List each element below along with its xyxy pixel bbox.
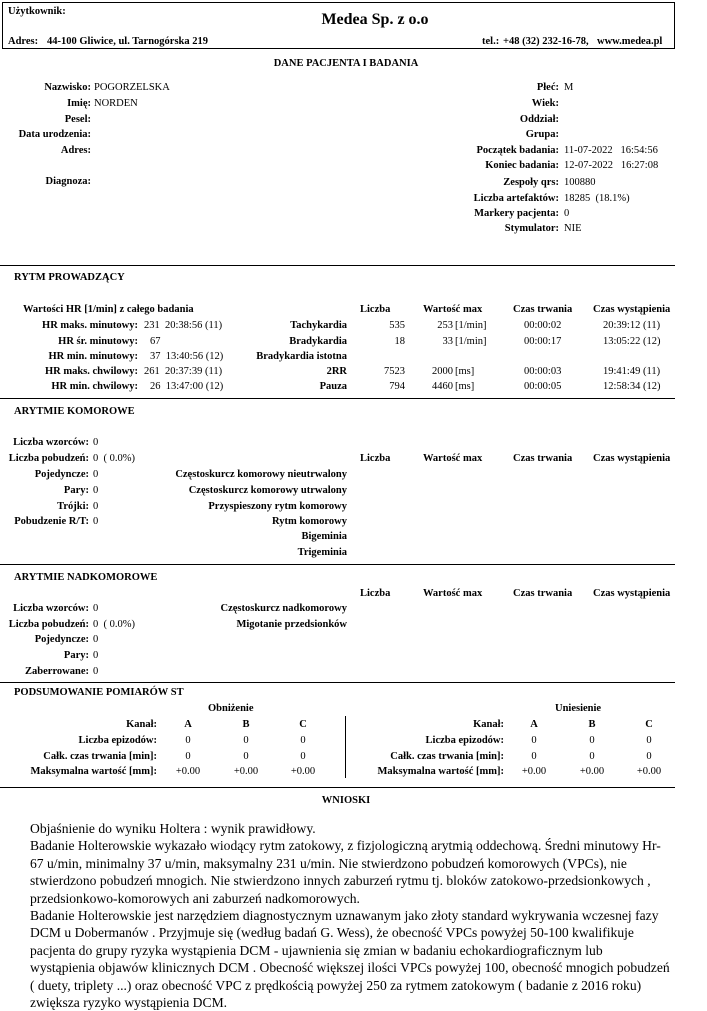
supra-label: Pojedyncze: [34,634,89,645]
supra-label: Pary: [63,650,89,661]
vent-label: Trójki: [57,501,89,512]
conclusions-text [30,820,670,1011]
study-value: 100880 [564,177,596,188]
st-channel: C [645,719,653,730]
hr-value: 26 13:47:00 (12) [150,381,224,392]
st-value: 0 [589,735,595,746]
st-channel: A [530,719,538,730]
st-row-label: Maksymalna wartość [mm]: [377,766,504,777]
vent-event: Bigeminia [301,531,347,542]
supra-value: 0 [93,650,99,661]
company-address: 44-100 Gliwice, ul. Tarnogórska 219 [47,36,209,47]
study-label: Stymulator: [504,223,559,234]
vent-event: Częstoskurcz komorowy utrwalony [188,485,347,496]
study-label: Koniec badania: [485,160,559,171]
ventricular-section-title: ARYTMIE KOMOROWE [14,406,135,417]
study-label: Grupa: [525,129,559,140]
divider [0,265,675,266]
patient-label: Nazwisko: [44,82,91,93]
st-channel: A [184,719,192,730]
col-occurrence: Czas wystąpienia [593,304,671,315]
study-label: Oddział: [519,114,559,125]
hr-value: 261 20:37:39 (11) [144,366,223,377]
st-row-label: Liczba epizodów: [78,735,157,746]
company-phone: +48 (32) 232-16-78, [503,36,589,47]
st-value: 0 [646,735,652,746]
hr-value: 37 13:40:56 (12) [150,351,224,362]
event-max: 253 [437,320,453,331]
divider [0,787,675,788]
patient-label: Adres: [60,145,91,156]
col-count: Liczba [360,304,391,315]
event-occurrence: 13:05:22 (12) [603,336,661,347]
event-duration: 00:00:03 [524,366,562,377]
event-max: 2000 [432,366,453,377]
st-row-label: Całk. czas trwania [min]: [390,751,504,762]
event-count: 7523 [384,366,405,377]
col-duration: Czas trwania [513,588,573,599]
vent-value: 0 [93,501,99,512]
hr-value: 67 [150,336,161,347]
patient-value: POGORZELSKA [94,82,170,93]
study-label: Liczba artefaktów: [473,193,559,204]
event-name: Bradykardia istotna [256,351,347,362]
hr-label: HR śr. minutowy: [58,336,138,347]
company-name: Medea Sp. z o.o [321,11,429,28]
supra-label: Liczba pobudzeń: [8,619,89,630]
event-count: 18 [394,336,405,347]
study-value: 0 [564,208,570,219]
st-value: 0 [185,751,191,762]
user-label: Użytkownik: [8,6,66,17]
st-channel: B [242,719,250,730]
supra-value: 0 [93,603,99,614]
hr-value: 231 20:38:56 (11) [144,320,223,331]
supra-value: 0 ( 0.0%) [93,619,135,630]
event-duration: 00:00:02 [524,320,562,331]
st-value: +0.00 [521,766,547,777]
st-row-label: Maksymalna wartość [mm]: [30,766,157,777]
hr-label: HR min. minutowy: [48,351,138,362]
supra-event: Migotanie przedsionków [236,619,347,630]
col-occurrence: Czas wystąpienia [593,588,671,599]
col-max: Wartość max [423,304,483,315]
event-occurrence: 20:39:12 (11) [603,320,661,331]
st-row-label: Całk. czas trwania [min]: [43,751,157,762]
supra-value: 0 [93,666,99,677]
col-duration: Czas trwania [513,453,573,464]
st-value: 0 [589,751,595,762]
st-value: +0.00 [579,766,605,777]
event-name: Bradykardia [289,336,347,347]
study-value: 12-07-2022 16:27:08 [564,160,659,171]
event-occurrence: 19:41:49 (11) [603,366,661,377]
patient-label: Imię: [67,98,91,109]
study-value: NIE [564,223,582,234]
study-label: Zespoły qrs: [503,177,559,188]
patient-label: Diagnoza: [45,176,91,187]
study-value: M [564,82,574,93]
col-occurrence: Czas wystąpienia [593,453,671,464]
hr-label: HR maks. chwilowy: [44,366,138,377]
supra-label: Zaberrowane: [25,666,89,677]
st-value: 0 [300,735,306,746]
event-duration: 00:00:17 [524,336,562,347]
conclusion-paragraph: Badanie Holterowskie jest narzędziem diagnostycznym uznawanym jako złoty standard wykrywania wczesnej fazy DCM u Dobermanów . Przyjmuje się (według badań G. Wess), że obecność VPCs powyżej 50-100 kwalifikuje pacjenta do grupy ryzyka wystąpienia DCM - ujawnienia się zmian w badaniu echokardiograficznym lub wystąpienia objawów klinicznych DCM . Obecność większej ilości VPCs powyżej 100, obecność mnogich pobudzeń ( duety, triplety ...) oraz obecność VPC z prędkością powyżej 250 za rytmem zatokowym ( badanie z 2016 roku) zwiększa ryzyko wystąpienia DCM. [30,908,670,1011]
vent-value: 0 ( 0.0%) [93,453,135,464]
col-max: Wartość max [423,453,483,464]
vent-label: Pojedyncze: [34,469,89,480]
study-value: 11-07-2022 16:54:56 [564,145,658,156]
col-duration: Czas trwania [513,304,573,315]
vent-label: Pary: [63,485,89,496]
hr-label: HR maks. minutowy: [42,320,138,331]
st-value: +0.00 [233,766,259,777]
st-value: 0 [300,751,306,762]
company-website[interactable]: www.medea.pl [597,36,663,47]
vent-label: Liczba pobudzeń: [8,453,89,464]
vent-value: 0 [93,516,99,527]
vent-value: 0 [93,437,99,448]
event-count: 535 [389,320,405,331]
hr-label: HR min. chwilowy: [51,381,138,392]
st-value: +0.00 [290,766,316,777]
address-label: Adres: [8,36,39,47]
event-name: 2RR [326,366,347,377]
supraventricular-section-title: ARYTMIE NADKOMOROWE [14,572,158,583]
conclusion-paragraph: Objaśnienie do wyniku Holtera : wynik prawidłowy. [30,821,316,836]
supra-label: Liczba wzorców: [13,603,89,614]
st-channel: C [299,719,307,730]
event-count: 794 [389,381,405,392]
event-name: Pauza [319,381,347,392]
vent-value: 0 [93,485,99,496]
patient-label: Pesel: [64,114,91,125]
vent-event: Przyspieszony rytm komorowy [208,501,347,512]
tel-label: tel.: [482,36,500,47]
hr-header: Wartości HR [1/min] z całego badania [23,304,194,315]
event-unit: [ms] [455,381,475,392]
study-value: 18285 (18.1%) [564,193,630,204]
event-unit: [1/min] [455,336,487,347]
st-value: 0 [243,751,249,762]
vent-value: 0 [93,469,99,480]
supra-value: 0 [93,634,99,645]
col-count: Liczba [360,588,391,599]
st-row-label: Liczba epizodów: [425,735,504,746]
st-value: 0 [243,735,249,746]
patient-section-title: DANE PACJENTA I BADANIA [273,58,419,69]
rhythm-section-title: RYTM PROWADZĄCY [14,272,125,283]
vent-event: Rytm komorowy [272,516,347,527]
vent-event: Częstoskurcz komorowy nieutrwalony [175,469,347,480]
event-occurrence: 12:58:34 (12) [603,381,661,392]
st-value: +0.00 [636,766,662,777]
supra-event: Częstoskurcz nadkomorowy [220,603,347,614]
study-label: Wiek: [531,98,559,109]
vent-label: Liczba wzorców: [13,437,89,448]
col-max: Wartość max [423,588,483,599]
st-value: 0 [531,735,537,746]
divider [0,398,675,399]
event-unit: [1/min] [455,320,487,331]
st-section-title: PODSUMOWANIE POMIARÓW ST [14,687,184,698]
vent-label: Pobudzenie R/T: [14,516,89,527]
divider [0,682,675,683]
event-max: 4460 [432,381,453,392]
st-value: 0 [646,751,652,762]
st-value: +0.00 [175,766,201,777]
study-label: Początek badania: [476,145,559,156]
st-channel: B [588,719,596,730]
st-value: 0 [185,735,191,746]
st-depression-title: Obniżenie [208,703,254,714]
col-count: Liczba [360,453,391,464]
patient-label: Data urodzenia: [18,129,91,140]
st-elevation-title: Uniesienie [555,703,602,714]
study-label: Płeć: [536,82,559,93]
divider [0,564,675,565]
st-channel-label: Kanał: [126,719,157,730]
event-name: Tachykardia [290,320,347,331]
conclusions-title: WNIOSKI [321,795,371,806]
st-value: 0 [531,751,537,762]
conclusion-paragraph: Badanie Holterowskie wykazało wiodący rytm zatokowy, z fizjologiczną arytmią oddechową. Średni minutowy Hr-67 u/min, minimalny 37 u/min, maksymalny 231 u/min. Nie stwierdzono pobudzeń komorowych (VPCs), nie stwierdzono pobudzeń mnogich. Nie stwierdzono innych zaburzeń rytmu tj. bloków zatokowo-przedsionkowych , przedsionkowo-komorowych ani zaburzeń nadkomorowych. [30,838,661,906]
st-channel-label: Kanał: [473,719,504,730]
study-label: Markery pacjenta: [474,208,559,219]
patient-value: NORDEN [94,98,138,109]
vent-event: Trigeminia [297,547,347,558]
event-unit: [ms] [455,366,475,377]
event-duration: 00:00:05 [524,381,562,392]
event-max: 33 [442,336,453,347]
st-column-divider [345,716,346,778]
